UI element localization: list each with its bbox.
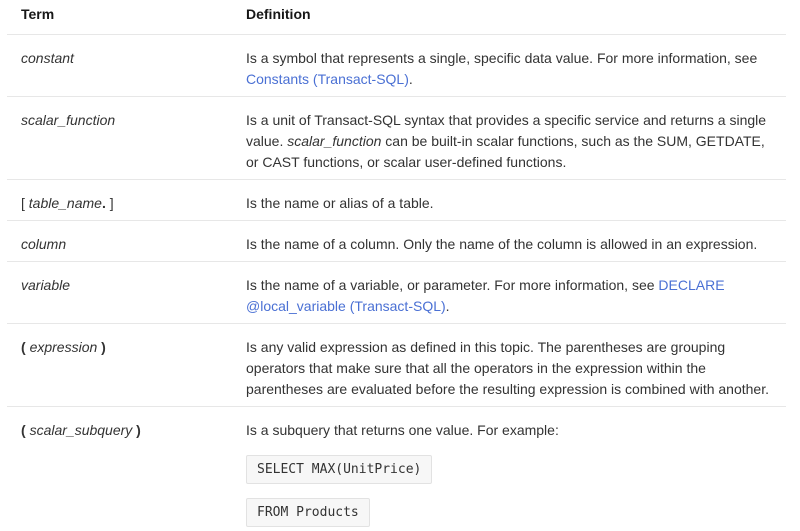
term-cell: [7, 180, 232, 221]
definition-cell: [232, 180, 786, 221]
text-segment: (: [21, 422, 30, 438]
table-header-row: [7, 0, 786, 35]
text-segment: constant: [21, 50, 74, 66]
doc-link[interactable]: Constants (Transact-SQL): [246, 71, 409, 87]
definition-text: [246, 337, 772, 400]
text-segment: scalar_function: [287, 133, 382, 149]
term-cell: [7, 324, 232, 407]
definition-text: [246, 193, 772, 214]
term-cell: [7, 35, 232, 97]
text-segment: .: [408, 71, 413, 87]
text-segment: Is the name or alias of a table.: [246, 195, 434, 211]
text-segment: Is the name of a variable, or parameter. For more information, see: [246, 277, 659, 293]
code-block: [246, 498, 772, 527]
definition-cell: [232, 221, 786, 262]
text-segment: Is a subquery that returns one value. For example:: [246, 422, 559, 438]
doc-link[interactable]: DECLARE @local_variable (Transact-SQL): [246, 277, 725, 314]
text-segment: table_name: [28, 195, 102, 211]
definition-text: [246, 110, 772, 173]
term-cell: [7, 221, 232, 262]
text-segment: .: [101, 195, 106, 211]
text-segment: scalar_function: [21, 112, 116, 128]
text-segment: Is a unit of Transact-SQL syntax that provides a specific service and returns a single value.: [246, 112, 767, 149]
table-body: [7, 35, 786, 531]
definitions-table: [7, 0, 786, 531]
definition-text: [246, 420, 772, 441]
table-row: [7, 180, 786, 221]
definition-text: [246, 48, 772, 90]
definition-cell: [232, 407, 786, 531]
column-header-definition: Definition: [246, 6, 311, 22]
definition-cell: [232, 97, 786, 180]
text-segment: can be built-in scalar functions, such as the SUM, GETDATE, or CAST functions, or scalar user-defined functions.: [246, 133, 765, 170]
text-segment: Is the name of a column. Only the name of the column is allowed in an expression.: [246, 236, 758, 252]
text-segment: Is any valid expression as defined in this topic. The parentheses are grouping operators that make sure that all the operators in the expression within the parentheses are evaluated before the resulting expression is combined with another.: [246, 339, 769, 397]
term-cell: [7, 97, 232, 180]
text-segment: expression: [29, 339, 98, 355]
text-segment: .: [445, 298, 450, 314]
code-text: SELECT MAX(UnitPrice): [246, 455, 432, 484]
code-text: FROM Products: [246, 498, 370, 527]
definition-cell: [232, 324, 786, 407]
table-row: [7, 324, 786, 407]
column-header-term: Term: [21, 6, 55, 22]
text-segment: scalar_subquery: [29, 422, 133, 438]
definition-cell: [232, 262, 786, 324]
definition-text: [246, 234, 772, 255]
definition-cell: [232, 35, 786, 97]
text-segment: ): [97, 339, 106, 355]
table-head: [7, 0, 786, 35]
table-row: [7, 262, 786, 324]
text-segment: Is a symbol that represents a single, specific data value. For more information, see: [246, 50, 758, 66]
code-block: [246, 455, 772, 484]
table-row: [7, 407, 786, 531]
text-segment: ): [132, 422, 141, 438]
text-segment: (: [21, 339, 30, 355]
text-segment: variable: [21, 277, 71, 293]
table-row: [7, 221, 786, 262]
table-row: [7, 35, 786, 97]
term-cell: [7, 407, 232, 531]
definition-text: [246, 275, 772, 317]
term-cell: [7, 262, 232, 324]
text-segment: column: [21, 236, 67, 252]
text-segment: ]: [105, 195, 114, 211]
table-row: [7, 97, 786, 180]
text-segment: [: [21, 195, 29, 211]
